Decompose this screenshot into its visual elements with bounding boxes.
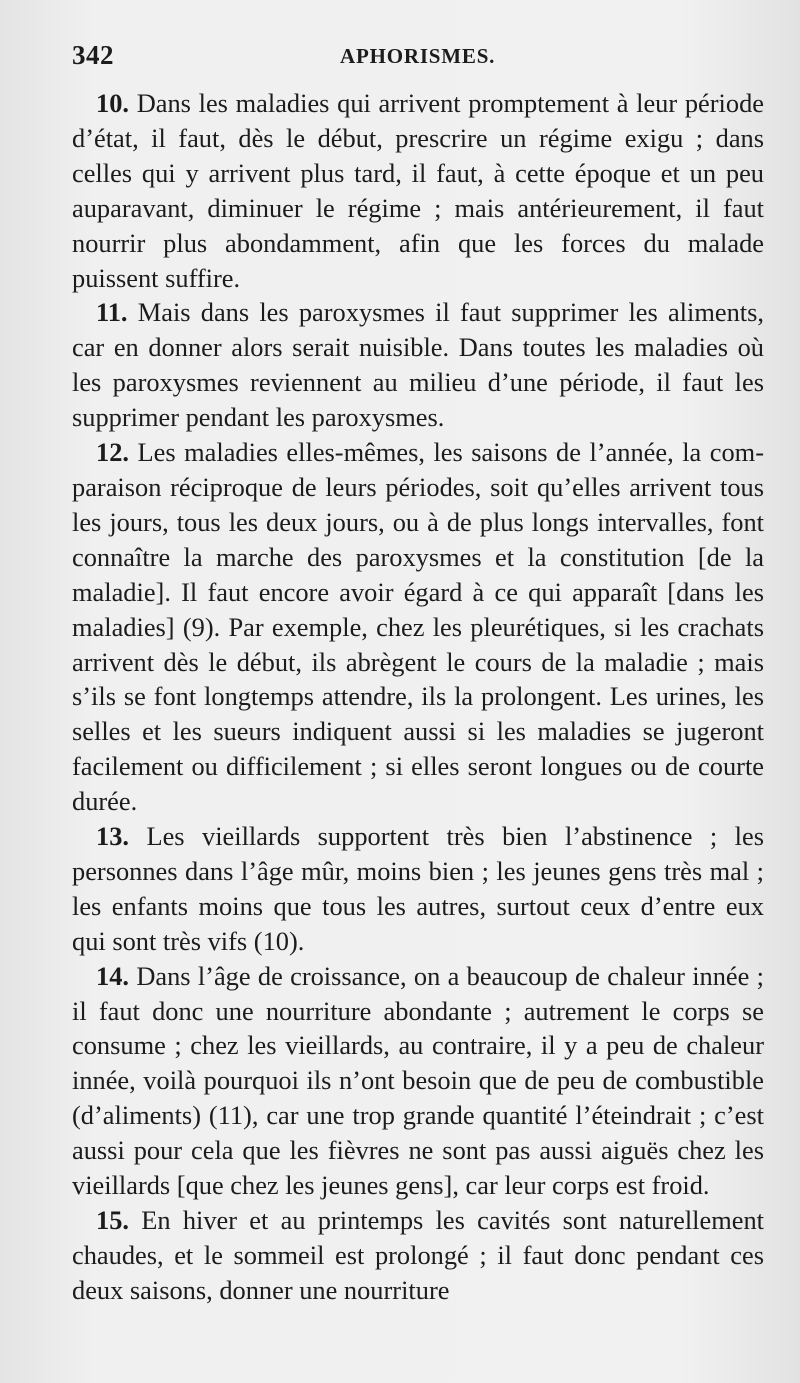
aphorism-15 xyxy=(72,1203,764,1308)
aphorism-number: 10. xyxy=(96,88,129,118)
aphorism-number: 13. xyxy=(96,821,129,852)
aphorism-number: 11. xyxy=(96,297,128,328)
body-text xyxy=(72,86,764,1308)
aphorism-10 xyxy=(72,86,764,295)
aphorism-11 xyxy=(72,295,764,435)
aphorism-number: 15. xyxy=(96,1205,129,1235)
aphorism-14 xyxy=(72,959,764,1203)
aphorism-12 xyxy=(72,435,764,819)
aphorism-text: Dans l’âge de croissance, on a beaucoup de chaleur innée ; il faut donc une nourriture abondante ; autrement le corps se consume ; chez les vieillards, au contraire, il y a peu de chaleur innée, voilà pourquoi ils n’ont besoin que de peu de combustible (d’aliments) (11), car une trop grande quantité l’éteindrait ; c’est aussi pour cela que les fièvres ne sont pas aussi aiguës chez les vieillards [que chez les jeunes gens], car leur corps est froid. xyxy=(72,960,764,1201)
page-number: 342 xyxy=(72,40,114,70)
aphorism-text: Mais dans les paroxysmes il faut supprimer les aliments, car en donner alors serait nuisible. Dans toutes les maladies où les paroxysmes reviennent au milieu d’une période, il faut les supprimer pendant les paroxysmes. xyxy=(72,297,764,433)
aphorism-number: 14. xyxy=(96,960,129,991)
aphorism-text: Les maladies elles-mêmes, les saisons de l’année, la comparaison réciproque de leurs périodes, soit qu’elles arrivent tous les jours, tous les deux jours, ou à de plus longs intervalles, font connaître la marche des paroxysmes et la constitution [de la maladie]. Il faut encore avoir égard à ce qui apparaît [dans les maladies] (9). Par exemple, chez les pleurétiques, si les crachats arrivent dès le début, ils abrègent le cours de la maladie ; mais s’ils se font longtemps attendre, ils la prolongent. Les urines, les selles et les sueurs indiquent aussi si les maladies se jugeront facilement ou difficilement ; si elles seront longues ou de courte durée. xyxy=(72,437,764,817)
aphorism-number: 12. xyxy=(96,437,129,468)
running-title: APHORISMES. xyxy=(340,44,496,68)
aphorism-text: En hiver et au printemps les cavités sont naturellement chaudes, et le sommeil est prolongé ; il faut donc pendant ces deux saisons, donner une nourriture xyxy=(72,1205,764,1305)
running-head xyxy=(72,40,764,86)
aphorism-text: Dans les maladies qui arrivent promptement à leur période d’état, il faut, dès le début, prescrire un régime exigu ; dans celles qui y arrivent plus tard, il faut, à cette époque et un peu auparavant, diminuer le régime ; mais antérieurement, il faut nourrir plus abondamment, afin que les forces du malade puissent suffire. xyxy=(72,88,764,293)
aphorism-text: Les vieillards supportent très bien l’abstinence ; les personnes dans l’âge mûr, moins bien ; les jeunes gens très mal ; les enfants moins que tous les autres, surtout ceux d’entre eux qui sont très vifs (10). xyxy=(72,821,764,956)
aphorism-13 xyxy=(72,819,764,959)
